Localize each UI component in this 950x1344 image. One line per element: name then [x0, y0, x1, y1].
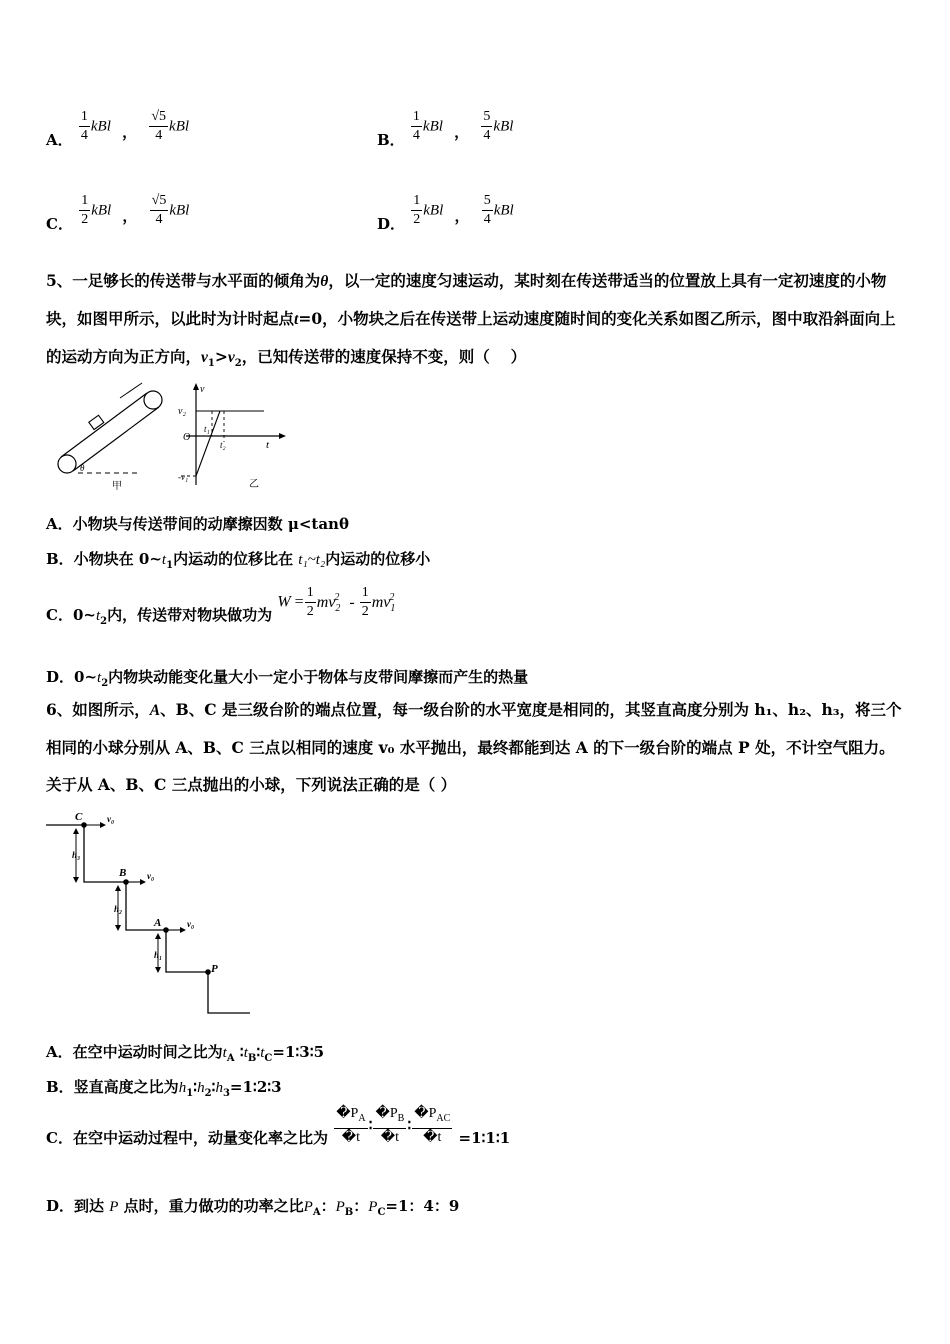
q5-option-c: C．$0\sim t_2$内，传送带对物块做功为 W = $\frac{1}{2}$ $mv_2^2$ - $\frac{1}{2}$ $mv_1^2$: [46, 585, 396, 627]
fraction: $\frac{5}{4}$: [483, 109, 491, 143]
fraction: $\frac{1}{2}$: [81, 193, 89, 227]
label-p: P: [211, 963, 218, 975]
label-v0-b: v₀: [147, 871, 155, 881]
label-b: B: [119, 867, 127, 879]
option-b-prev: B． $\frac{1}{4}$ kBl ， $\frac{5}{4}$ kBl: [377, 109, 514, 149]
point-p: [205, 969, 211, 975]
option-label: C．: [46, 214, 73, 233]
label-h1: h₁: [154, 950, 163, 960]
label-neg-v1: -v₁: [178, 472, 189, 482]
q6-stem: 6、如图所示，A、B、C 是三级台阶的端点位置，每一级台阶的水平宽度是相同的，其竖直高度分别为 h₁、h₂、h₃，将三个相同的小球分别从 A、B、C 三点以相同的速度 v₀ 水平抛出，最终都能到达 A 的下一级台阶的端点 P 处，不计空气阻力。关于从 A、B、C 三点抛出的小球，下列说法正确的是（ ）: [46, 700, 902, 794]
label-v0-c: v₀: [107, 814, 115, 824]
fraction: $\frac{1}{2}$: [306, 585, 314, 619]
q6-option-c: C．在空中运动过程中，动量变化率之比为 $\frac{�P_A}{�t}$ ∶ $\frac{�P_B}{�t}$ ∶ $\frac{�P_{AC}}{�t}$ =1∶1∶1: [46, 1106, 511, 1147]
label-t2: t₂: [220, 440, 226, 450]
fraction-pac: $\frac{�P_{AC}}{�t}$: [414, 1106, 451, 1145]
fraction: $\frac{1}{2}$: [361, 585, 369, 619]
label-v0-a: v₀: [187, 919, 195, 929]
fraction: $\frac{1}{2}$: [413, 193, 421, 227]
fraction-pa: $\frac{�P_A}{�t}$: [336, 1106, 366, 1145]
fig-label-jia: 甲: [112, 481, 122, 490]
fraction: $\frac{5}{4}$: [483, 193, 491, 227]
angle-theta: θ: [80, 463, 85, 473]
fraction: $\frac{√5}{4}$: [151, 193, 167, 227]
q6-figure-stairs: [44, 806, 254, 1018]
label-t1: t₁: [204, 424, 210, 434]
fig-label-yi: 乙: [249, 479, 259, 490]
option-c-prev: C． $\frac{1}{2}$ kBl ， $\frac{√5}{4}$ kBl: [46, 193, 190, 233]
q5-option-d: D．$0\sim t_2$内物块动能变化量大小一定小于物体与皮带间摩擦而产生的热量: [46, 668, 529, 689]
label-v2: v₂: [178, 406, 186, 417]
option-a-prev: A． $\frac{1}{4}$ kBl ， $\frac{√5}{4}$ kBl: [46, 109, 190, 149]
option-label: B．: [377, 130, 405, 149]
fraction: $\frac{1}{4}$: [80, 109, 88, 143]
label-o: O: [183, 432, 191, 443]
label-h3: h₃: [72, 850, 81, 860]
fraction-pb: $\frac{�P_B}{�t}$: [375, 1106, 405, 1145]
axis-t: t: [266, 439, 270, 451]
q5-figure-vt-graph: [172, 380, 292, 492]
q5-option-b: B．小物块在 $0\sim t_1$内运动的位移比在 t₁~t₂内运动的位移小: [46, 550, 431, 571]
q5-stem: 5、一足够长的传送带与水平面的倾角为θ，以一定的速度匀速运动，某时刻在传送带适当的位置放上具有一定初速度的小物块，如图甲所示，以此时为计时起点t=0，小物块之后在传送带上运动速度随时间的变化关系如图乙所示，图中取沿斜面向上的运动方向为正方向，$v_1>v_2$，已知传送带的速度保持不变，则（ ）: [46, 271, 896, 370]
label-c: C: [75, 811, 83, 823]
q6-option-a: A．在空中运动时间之比为$t_A$ $∶t_B∶t_C=1∶3∶5$: [46, 1043, 325, 1064]
fraction: $\frac{√5}{4}$: [151, 109, 167, 143]
q5-figure-conveyor: [50, 380, 180, 490]
option-label: A．: [46, 130, 73, 149]
q6-option-b: B．竖直高度之比为$h_1∶h_2∶h_3=1∶2∶3$: [46, 1078, 282, 1099]
fraction: $\frac{1}{4}$: [412, 109, 420, 143]
option-label: D．: [377, 214, 406, 233]
axis-v: v: [200, 384, 205, 395]
q6-option-d: D．到达 P 点时，重力做功的功率之比$P_A$：$P_B$：$P_C=1$：4：9: [46, 1197, 460, 1218]
label-h2: h₂: [114, 904, 123, 914]
q5-option-a: A．小物块与传送带间的动摩擦因数 μ<tanθ: [46, 515, 349, 533]
label-a: A: [154, 917, 162, 929]
option-d-prev: D． $\frac{1}{2}$ kBl ， $\frac{5}{4}$ kBl: [377, 193, 514, 233]
